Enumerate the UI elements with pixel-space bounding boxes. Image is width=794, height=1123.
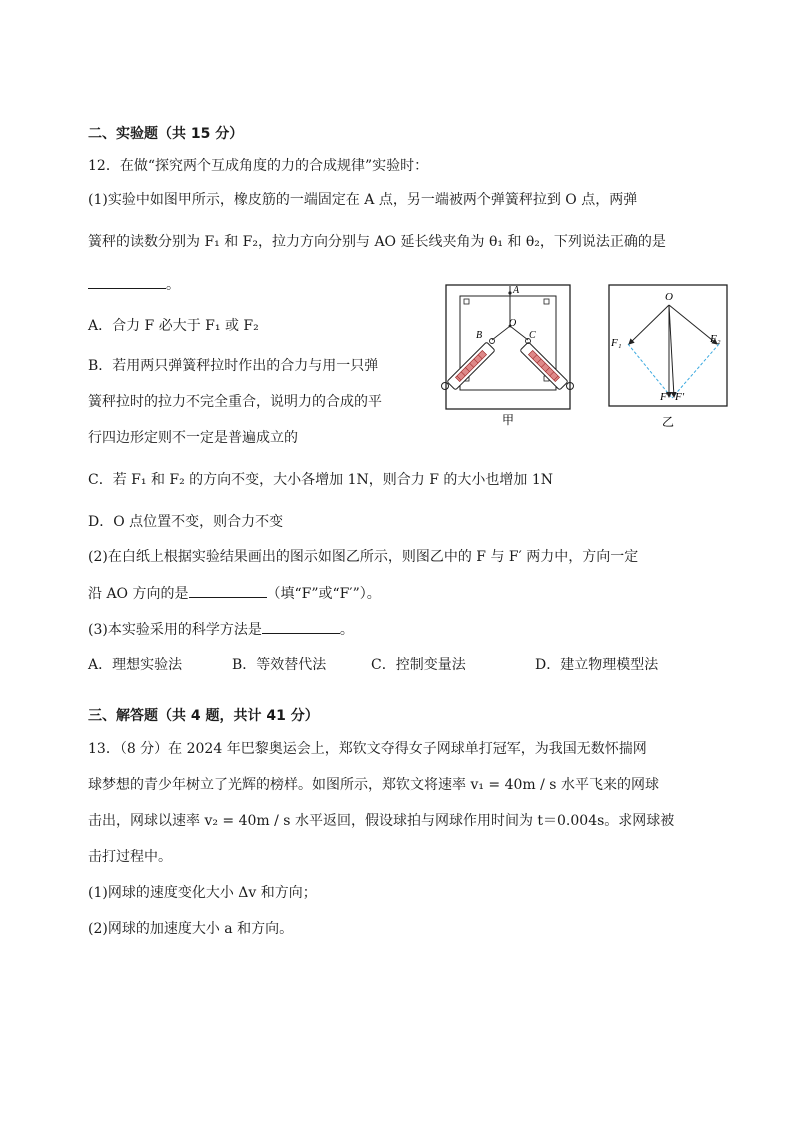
method-option-a: A．理想实验法 (88, 657, 183, 673)
option-b-line3: 行四边形定则不一定是普遍成立的 (88, 430, 298, 446)
question13-line2: 球梦想的青少年树立了光辉的榜样。如图所示，郑钦文将速率 v₁ = 40m / s 水平飞来的网球 (88, 777, 659, 793)
question-part1-line2: 簧秤的读数分别为 F₁ 和 F₂，拉力方向分别与 AO 延长线夹角为 θ₁ 和 θ₂，下列说法正确的是 (88, 234, 666, 250)
label-fprime: F′ (675, 391, 685, 403)
figure-yi-diagram (606, 282, 732, 430)
label-b: B (476, 330, 483, 341)
method-option-c: C．控制变量法 (371, 657, 466, 673)
caption-jia: 甲 (502, 413, 515, 427)
answer-blank-3[interactable] (262, 619, 340, 634)
answer-blank-1[interactable] (88, 274, 166, 289)
label-f2: F₂ (710, 333, 721, 345)
figure-jia (440, 282, 575, 430)
method-option-d: D．建立物理模型法 (535, 657, 659, 673)
question13-line4: 击打过程中。 (88, 849, 172, 865)
question13-line3: 击出，网球以速率 v₂ = 40m / s 水平返回，假设球拍与网球作用时间为 t＝0.004s。求网球被 (88, 813, 675, 829)
label-o: O (509, 318, 517, 329)
option-b-line1: B．若用两只弹簧秤拉时作出的合力与用一只弹 (88, 358, 379, 374)
label-a: A (513, 285, 520, 296)
question-part2-line2: 沿 AO 方向的是 （填“F”或“F′”）。 (88, 583, 381, 604)
section-heading: 三、解答题（共 4 题，共计 41 分） (88, 708, 319, 724)
method-option-b: B．等效替代法 (232, 657, 327, 673)
question13-sub1: (1)网球的速度变化大小 Δv 和方向； (88, 885, 317, 901)
question-stem: 12．在做“探究两个互成角度的力的合成规律”实验时： (88, 158, 429, 174)
option-b-line2: 簧秤拉时的拉力不完全重合，说明力的合成的平 (88, 394, 382, 410)
label-o2: O (665, 291, 673, 303)
option-a: A．合力 F 必大于 F₁ 或 F₂ (88, 318, 259, 334)
question-part3: (3)本实验采用的科学方法是 。 (88, 619, 354, 640)
label-f1: F₁ (611, 337, 622, 349)
figure-yi (606, 282, 732, 430)
label-f: F (660, 391, 667, 403)
caption-yi: 乙 (662, 415, 675, 429)
section-heading: 二、实验题（共 15 分） (88, 126, 244, 142)
question-part1-line1: (1)实验中如图甲所示，橡皮筋的一端固定在 A 点，另一端被两个弹簧秤拉到 O 点，两弹 (88, 192, 638, 208)
question-part1-line3: 。 (88, 274, 180, 295)
question-part2-line1: (2)在白纸上根据实验结果画出的图示如图乙所示，则图乙中的 F 与 F′ 两力中，方向一定 (88, 549, 639, 565)
option-d: D．O 点位置不变，则合力不变 (88, 514, 284, 530)
figure-jia-diagram (440, 282, 575, 430)
question13-line1: 13．（8 分）在 2024 年巴黎奥运会上，郑钦文夺得女子网球单打冠军，为我国无数怀揣网 (88, 741, 647, 757)
answer-blank-2[interactable] (189, 583, 267, 598)
label-c: C (529, 330, 536, 341)
question13-sub2: (2)网球的加速度大小 a 和方向。 (88, 921, 294, 937)
option-c: C．若 F₁ 和 F₂ 的方向不变，大小各增加 1N，则合力 F 的大小也增加 1N (88, 472, 553, 488)
